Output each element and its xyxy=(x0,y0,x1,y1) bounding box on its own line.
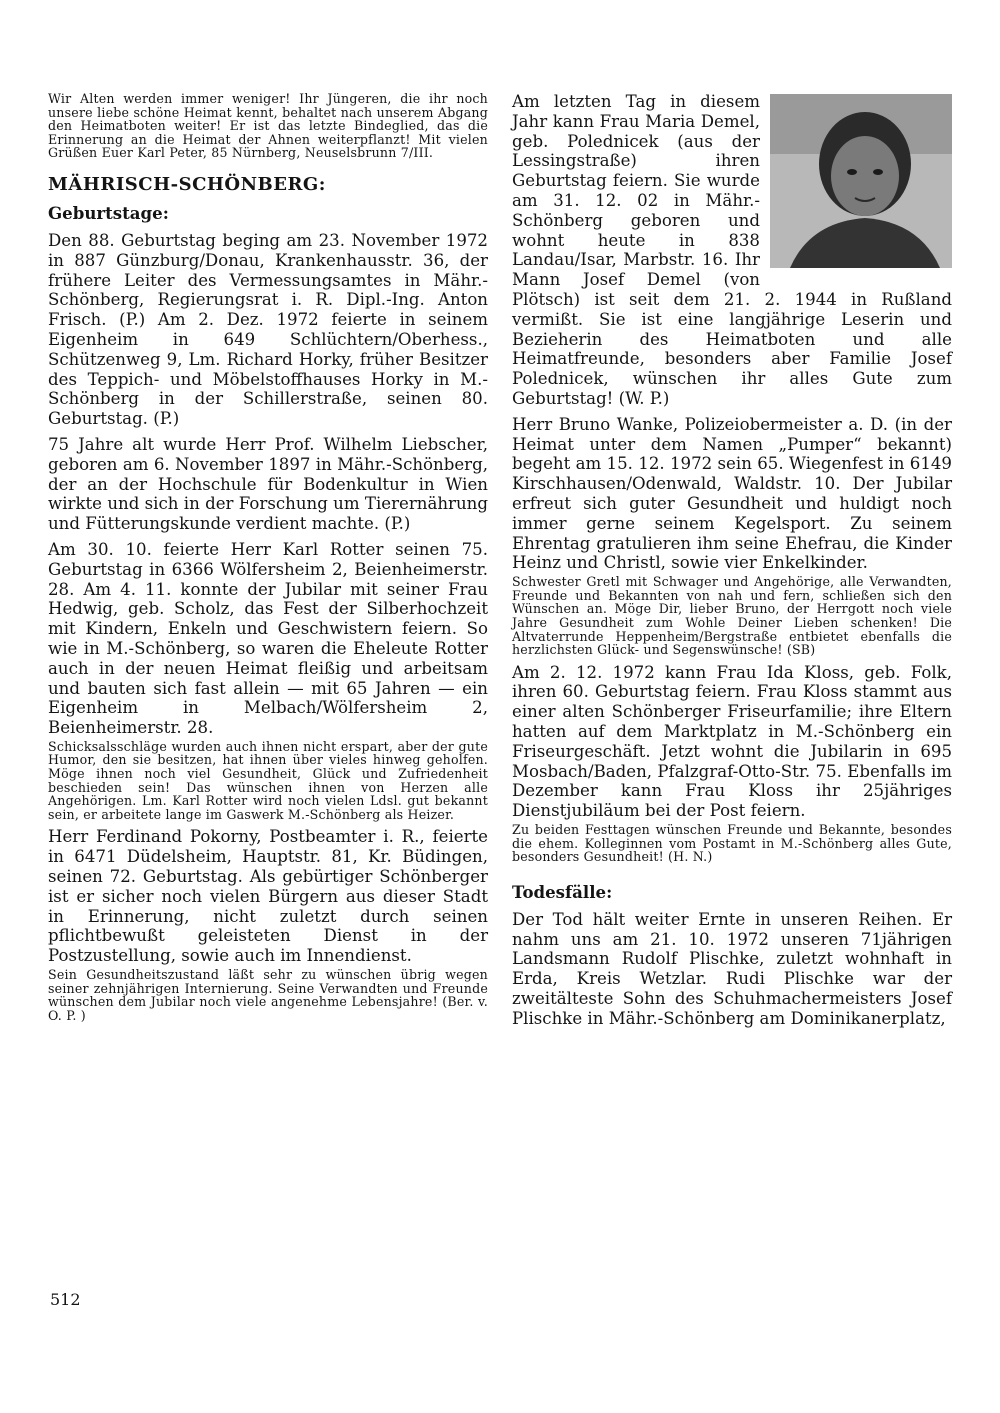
subheading-deaths: Todesfälle: xyxy=(512,881,613,902)
article-wanke-note: Schwester Gretl mit Schwager und Angehörige, alle Verwandten, Freunde und Bekannten von nah und fern, schließen sich den Wünschen an. Möge Dir, lieber Bruno, der Herrgott noch viele Jahre Gesundheit zum Wohle Deiner Lieben schenken! Die Altvaterrunde Heppenheim/Bergstraße entbietet ebenfalls die herzlichsten Glück- und Segenswünsche! (SB) xyxy=(512,574,952,658)
subheading-birthdays: Geburtstage: xyxy=(48,202,169,223)
article-kloss: Am 2. 12. 1972 kann Frau Ida Kloss, geb. Folk, ihren 60. Geburtstag feiern. Frau Kloss stammt aus einer alten Schönberger Friseurfamilie; ihre Eltern hatten auf dem Marktplatz in M.-Schönberg ein Friseurgeschäft. Jetzt wohnt die Jubilarin in 695 Mosbach/Baden, Pfalzgraf-Otto-Str. 75. Ebenfalls im Dezember kann Frau Kloss ihr 25jähriges Dienstjubiläum bei der Post feiern. xyxy=(512,662,952,821)
intro-letter: Wir Alten werden immer weniger! Ihr Jüngeren, die ihr noch unsere liebe schöne Heimat kennt, behaltet nach unserem Abgang den Heimatboten weiter! Er ist das letzte Bindeglied, das die Erinnerung an die Heimat der Ahnen weiterpflanzt! Mit vielen Grüßen Euer Karl Peter, 85 Nürnberg, Neuselsbrunn 7/III. xyxy=(48,91,488,161)
article-kloss-note: Zu beiden Festtagen wünschen Freunde und Bekannte, besondes die ehem. Kolleginnen vom Postamt in M.-Schönberg alles Gute, besonders Gesundheit! (H. N.) xyxy=(512,822,952,865)
page-number: 512 xyxy=(50,1290,81,1309)
article-wanke: Herr Bruno Wanke, Polizeiobermeister a. D. (in der Heimat unter dem Namen „Pumper“ bekannt) begeht am 15. 12. 1972 sein 65. Wiegenfest in 6149 Kirschhausen/Odenwald, Waldstr. 10. Der Jubilar erfreut sich guter Gesundheit und huldigt noch immer gerne seinem Kegelsport. Zu seinem Ehrentag gratulieren ihm seine Ehefrau, die Kinder Heinz und Christl, sowie vier Enkelkinder. xyxy=(512,414,952,573)
left-column xyxy=(48,92,488,1022)
article-frisch-horky: Den 88. Geburtstag beging am 23. November 1972 in 887 Günzburg/Donau, Krankenhausstr. 36, der frühere Leiter des Vermessungsamtes in Mähr.-Schönberg, Regierungsrat i. R. Dipl.-Ing. Anton Frisch. (P.) Am 2. Dez. 1972 feierte in seinem Eigenheim in 649 Schlüchtern/Oberhess., Schützenweg 9, Lm. Richard Horky, früher Besitzer des Teppich- und Möbelstoffhauses Horky in M.-Schönberg in der Schillerstraße, seinen 80. Geburtstag. (P.) xyxy=(48,230,488,429)
article-pokorny: Herr Ferdinand Pokorny, Postbeamter i. R., feierte in 6471 Düdelsheim, Hauptstr. 81, Kr. Büdingen, seinen 72. Geburtstag. Als gebürtiger Schönberger ist er sicher noch vielen Bürgern aus dieser Stadt in Erinnerung, nicht zuletzt durch seinen pflichtbewußt geleisteten Dienst in der Postzustellung, sowie auch im Innendienst. xyxy=(48,827,488,966)
portrait-photo xyxy=(770,94,952,268)
article-rotter: Am 30. 10. feierte Herr Karl Rotter seinen 75. Geburtstag in 6366 Wölfersheim 2, Beienheimerstr. 28. Am 4. 11. konnte der Jubilar mit seiner Frau Hedwig, geb. Scholz, das Fest der Silberhochzeit mit Kindern, Enkeln und Geschwistern feiern. So wie in M.-Schönberg, so waren die Eheleute Rotter auch in der neuen Heimat fleißig und arbeitsam und bauten sich fast allein — mit 65 Jahren — ein Eigenheim in Melbach/Wölfersheim 2, Beienheimerstr. 28. xyxy=(48,539,488,738)
article-demel: Am letzten Tag in diesem Jahr kann Frau Maria Demel, geb. Polednicek (aus der Lessingstraße) ihren Geburtstag feiern. Sie wurde am 31. 12. 02 in Mähr.-Schönberg geboren und wohnt heute in 838 Landau/Isar, Marbstr. 16. Ihr Mann Josef Demel (von Plötsch) ist seit dem 21. 2. 1944 in Rußland vermißt. Sie ist eine langjährige Leserin und Bezieherin des Heimatboten und alle Heimatfreunde, besonders aber Familie Josef Polednicek, wünschen ihr alles Gute zum Geburtstag! (W. P.) xyxy=(512,92,952,408)
article-pokorny-note: Sein Gesundheitszustand läßt sehr zu wünschen übrig wegen seiner zehnjährigen Internierung. Seine Verwandten und Freunde wünschen dem Jubilar noch viele angenehme Lebensjahre! (Ber. v. O. P. ) xyxy=(48,967,488,1023)
article-plischke: Der Tod hält weiter Ernte in unseren Reihen. Er nahm uns am 21. 10. 1972 unseren 71jährigen Landsmann Rudolf Plischke, zuletzt wohnhaft in Erda, Kreis Wetzlar. Rudi Plischke war der zweitälteste Sohn des Schuhmachermeisters Josef Plischke in Mähr.-Schönberg am Dominikanerplatz, xyxy=(512,909,952,1028)
right-column xyxy=(512,92,952,1029)
section-heading: MÄHRISCH-SCHÖNBERG: xyxy=(48,173,326,195)
article-rotter-note: Schicksalsschläge wurden auch ihnen nicht erspart, aber der gute Humor, den sie besitzen, hat ihnen über vieles hinweg geholfen. Möge ihnen noch viel Gesundheit, Glück und Zufriedenheit beschieden sein! Das wünschen ihnen von Herzen alle Angehörigen. Lm. Karl Rotter wird noch vielen Ldsl. gut bekannt sein, er arbeitete lange im Gaswerk M.-Schönberg als Heizer. xyxy=(48,738,488,822)
article-liebscher: 75 Jahre alt wurde Herr Prof. Wilhelm Liebscher, geboren am 6. November 1897 in Mähr.-Schönberg, der an der Hochschule für Bodenkultur in Wien wirkte und sich in der Forschung um Tierernährung und Fütterungskunde verdient machte. (P.) xyxy=(48,434,488,534)
